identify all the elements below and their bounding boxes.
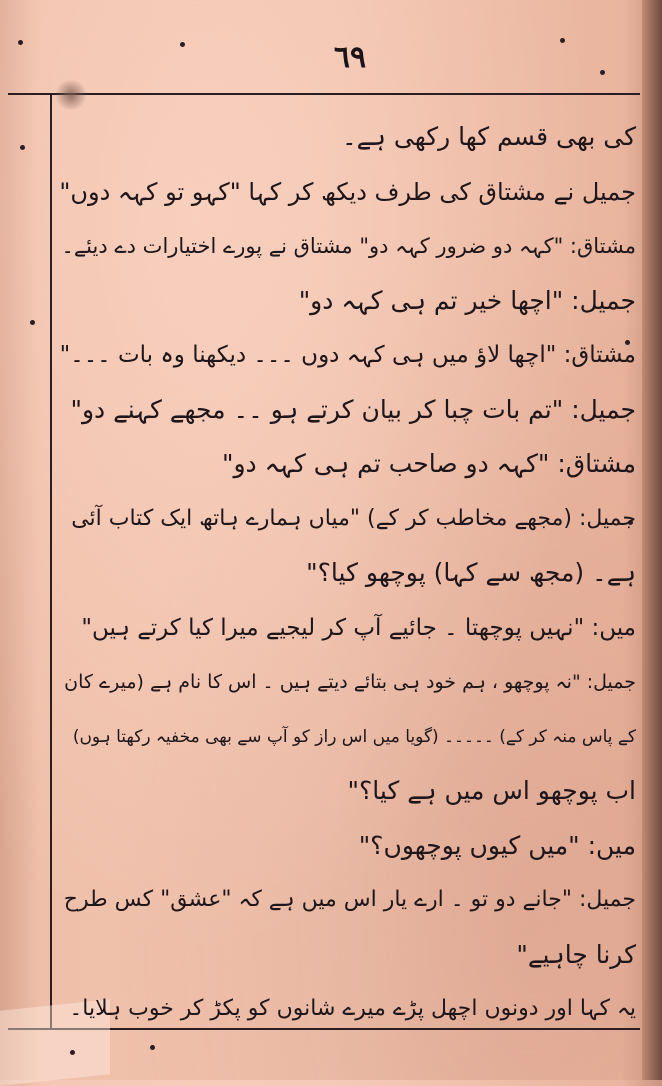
text-line: مشتاق: "کہہ دو صاحب تم ہی کہہ دو" (221, 449, 636, 478)
text-line: مشتاق: "کہہ دو ضرور کہہ دو" مشتاق نے پورے اختیارات دے دیئے۔ (61, 234, 636, 258)
text-line: کے پاس منہ کر کے) ۔۔۔۔۔ (گویا میں اس راز کو آپ سے بھی مخفیہ رکھتا ہوں) (72, 726, 636, 747)
ink-speck (70, 1050, 75, 1055)
text-line: اب پوچھو اس میں ہے کیا؟" (347, 776, 636, 805)
text-line: میں: "میں کیوں پوچھوں؟" (358, 830, 636, 860)
ink-speck (30, 320, 35, 325)
text-line: کرنا چاہیے" (516, 939, 636, 969)
paper-stain (54, 80, 88, 110)
page-border-top (8, 93, 640, 95)
text-line: جمیل: "نہ پوچھو ، ہم خود ہی بتائے دیتے ہیں ۔ اس کا نام ہے (میرے کان (64, 671, 636, 693)
text-line: جمیل: "تم بات چبا کر بیان کرتے ہو ۔۔ مجھے کہنے دو" (70, 394, 636, 424)
ink-speck (20, 145, 25, 150)
text-line: کی بھی قسم کھا رکھی ہے۔ (341, 122, 636, 151)
text-line: یہ کہا اور دونوں اچھل پڑے میرے شانوں کو پکڑ کر خوب ہلایا۔ (69, 996, 636, 1021)
text-line: جمیل: (مجھے مخاطب کر کے) "میاں ہمارے ہاتھ ایک کتاب آئی (71, 505, 636, 531)
ink-speck (18, 40, 23, 45)
text-line: جمیل: "اچھا خیر تم ہی کہہ دو" (298, 285, 636, 315)
ink-speck (600, 70, 605, 75)
text-line: ہے۔ (مجھ سے کہا) پوچھو کیا؟" (306, 558, 636, 587)
page-body-text (58, 110, 636, 1037)
book-spine-shadow (642, 0, 662, 1080)
text-line: جمیل نے مشتاق کی طرف دیکھ کر کہا "کہو تو کہہ دوں" (59, 177, 636, 206)
text-line: مشتاق: "اچھا لاؤ میں ہی کہہ دوں ۔۔۔ دیکھنا وہ بات ۔۔۔" (59, 342, 636, 368)
ink-speck (560, 38, 565, 43)
page-border-left (50, 93, 52, 1028)
text-line: جمیل: "جانے دو تو ۔ ارے یار اس میں ہے کہ "عشق" کس طرح (63, 887, 636, 912)
text-line: میں: "نہیں پوچھتا ۔ جائیے آپ کر لیجیے میرا کیا کرتے ہیں" (81, 614, 636, 641)
ink-speck (180, 42, 185, 47)
ink-speck (150, 1045, 155, 1050)
page-number: ٦٩ (333, 40, 367, 75)
